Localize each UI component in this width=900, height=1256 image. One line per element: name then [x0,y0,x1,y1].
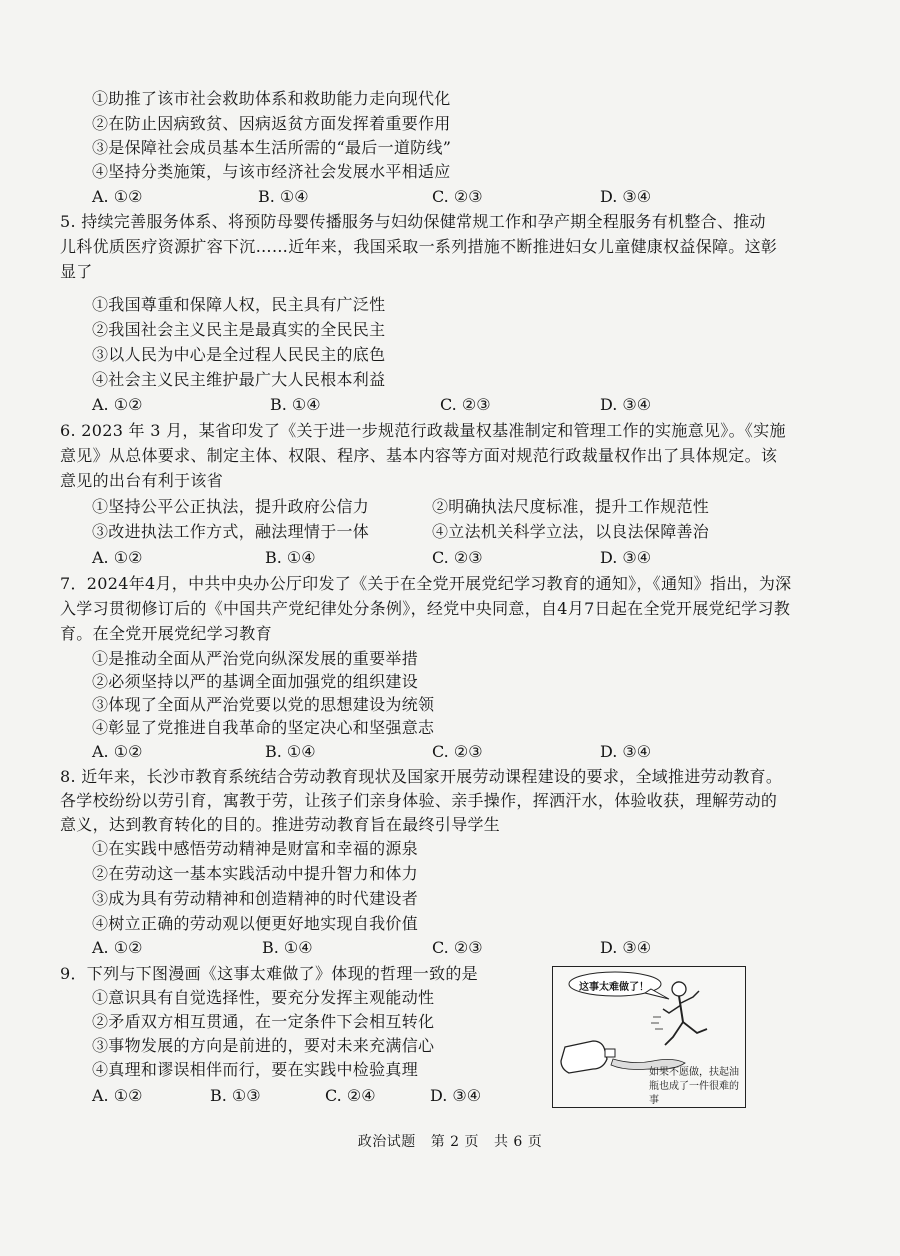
page-footer [0,1131,900,1151]
q4-item-2: ②在防止因病致贫、因病返贫方面发挥着重要作用 [92,114,451,133]
q9-item-3: ③事物发展的方向是前进的，要对未来充满信心 [92,1036,435,1055]
q5-option-b: B. ①④ [270,395,321,414]
q9-stem: 9．下列与下图漫画《这事太难做了》体现的哲理一致的是 [60,964,478,983]
q8-stem-2: 各学校纷纷以劳引育，寓教于劳，让孩子们亲身体验、亲手操作，挥洒汗水，体验收获，理解劳动的 [60,791,778,810]
footer-total-pages: 共 6 页 [493,1134,543,1150]
q8-option-a: A. ①② [92,938,143,957]
q4-option-b: B. ①④ [258,187,309,206]
q5-option-d: D. ③④ [600,395,652,414]
q5-item-1: ①我国尊重和保障人权，民主具有广泛性 [92,295,386,314]
q8-item-2: ②在劳动这一基本实践活动中提升智力和体力 [92,864,419,883]
q4-option-d: D. ③④ [600,187,652,206]
q8-stem-1: 8. 近年来，长沙市教育系统结合劳动教育现状及国家开展劳动课程建设的要求，全域推进劳动教育。 [60,767,783,786]
cartoon-speech-text: 这事太难做了！ [579,982,649,993]
q4-item-1: ①助推了该市社会救助体系和救助能力走向现代化 [92,89,451,108]
q5-option-c: C. ②③ [440,395,491,414]
q4-option-c: C. ②③ [432,187,483,206]
q5-option-a: A. ①② [92,395,143,414]
q8-item-1: ①在实践中感悟劳动精神是财富和幸福的源泉 [92,839,419,858]
q6-item-1: ①坚持公平公正执法，提升政府公信力 [92,497,370,516]
q7-option-c: C. ②③ [432,742,483,761]
q4-option-a: A. ①② [92,187,143,206]
q6-item-4: ④立法机关科学立法，以良法保障善治 [432,522,710,541]
q8-stem-3: 意义，达到教育转化的目的。推进劳动教育旨在最终引导学生 [60,815,501,834]
q7-option-b: B. ①④ [265,742,316,761]
q9-option-c: C. ②④ [325,1086,376,1105]
q6-stem-3: 意见的出台有利于该省 [60,471,224,490]
q9-item-1: ①意识具有自觉选择性，要充分发挥主观能动性 [92,988,435,1007]
q7-item-2: ②必须坚持以严的基调全面加强党的组织建设 [92,672,419,691]
q5-item-2: ②我国社会主义民主是最真实的全民民主 [92,320,386,339]
q5-stem-2: 儿科优质医疗资源扩容下沉……近年来，我国采取一系列措施不断推进妇女儿童健康权益保障。这彰 [60,237,778,256]
q8-item-3: ③成为具有劳动精神和创造精神的时代建设者 [92,889,419,908]
q8-option-b: B. ①④ [262,938,313,957]
footer-page-number: 第 2 页 [430,1134,479,1150]
q7-stem-1: 7．2024年4月，中共中央办公厅印发了《关于在全党开展党纪学习教育的通知》，《通知》指出，为深 [60,574,792,593]
q6-option-b: B. ①④ [265,548,316,567]
q6-item-2: ②明确执法尺度标准，提升工作规范性 [432,497,710,516]
q5-stem-1: 5. 持续完善服务体系、将预防母婴传播服务与妇幼保健常规工作和孕产期全程服务有机整合、推动 [60,212,766,231]
q9-item-2: ②矛盾双方相互贯通，在一定条件下会相互转化 [92,1012,435,1031]
q6-stem-2: 意见》从总体要求、制定主体、权限、程序、基本内容等方面对规范行政裁量权作出了具体规定。该 [60,446,778,465]
q9-item-4: ④真理和谬误相伴而行，要在实践中检验真理 [92,1060,419,1079]
q7-option-a: A. ①② [92,742,143,761]
q7-item-3: ③体现了全面从严治党要以党的思想建设为统领 [92,695,435,714]
cartoon-illustration [552,966,746,1108]
q6-item-3: ③改进执法工作方式，融法理情于一体 [92,522,370,541]
q7-item-1: ①是推动全面从严治党向纵深发展的重要举措 [92,649,419,668]
q9-option-b: B. ①③ [210,1086,261,1105]
q7-option-d: D. ③④ [600,742,652,761]
q5-item-3: ③以人民为中心是全过程人民民主的底色 [92,345,386,364]
q9-option-a: A. ①② [92,1086,143,1105]
q8-item-4: ④树立正确的劳动观以便更好地实现自我价值 [92,914,419,933]
q4-item-3: ③是保障社会成员基本生活所需的“最后一道防线” [92,138,452,157]
q7-stem-2: 入学习贯彻修订后的《中国共产党纪律处分条例》，经党中央同意，自4月7日起在全党开展党纪学习教 [60,599,791,618]
q7-item-4: ④彰显了党推进自我革命的坚定决心和坚强意志 [92,718,435,737]
q8-option-c: C. ②③ [432,938,483,957]
q4-item-4: ④坚持分类施策，与该市经济社会发展水平相适应 [92,162,451,181]
q9-option-d: D. ③④ [430,1086,482,1105]
q7-stem-3: 育。在全党开展党纪学习教育 [60,624,272,643]
footer-subject: 政治试题 [357,1134,416,1150]
q5-stem-3: 显了 [60,262,93,281]
q8-option-d: D. ③④ [600,938,652,957]
q5-item-4: ④社会主义民主维护最广大人民根本利益 [92,370,386,389]
q6-option-a: A. ①② [92,548,143,567]
q6-option-c: C. ②③ [432,548,483,567]
cartoon-caption: 如果不愿做，扶起油瓶也成了一件很难的事 [649,1067,739,1106]
q6-option-d: D. ③④ [600,548,652,567]
q6-stem-1: 6. 2023 年 3 月，某省印发了《关于进一步规范行政裁量权基准制定和管理工作的实施意见》。《实施 [60,421,786,440]
